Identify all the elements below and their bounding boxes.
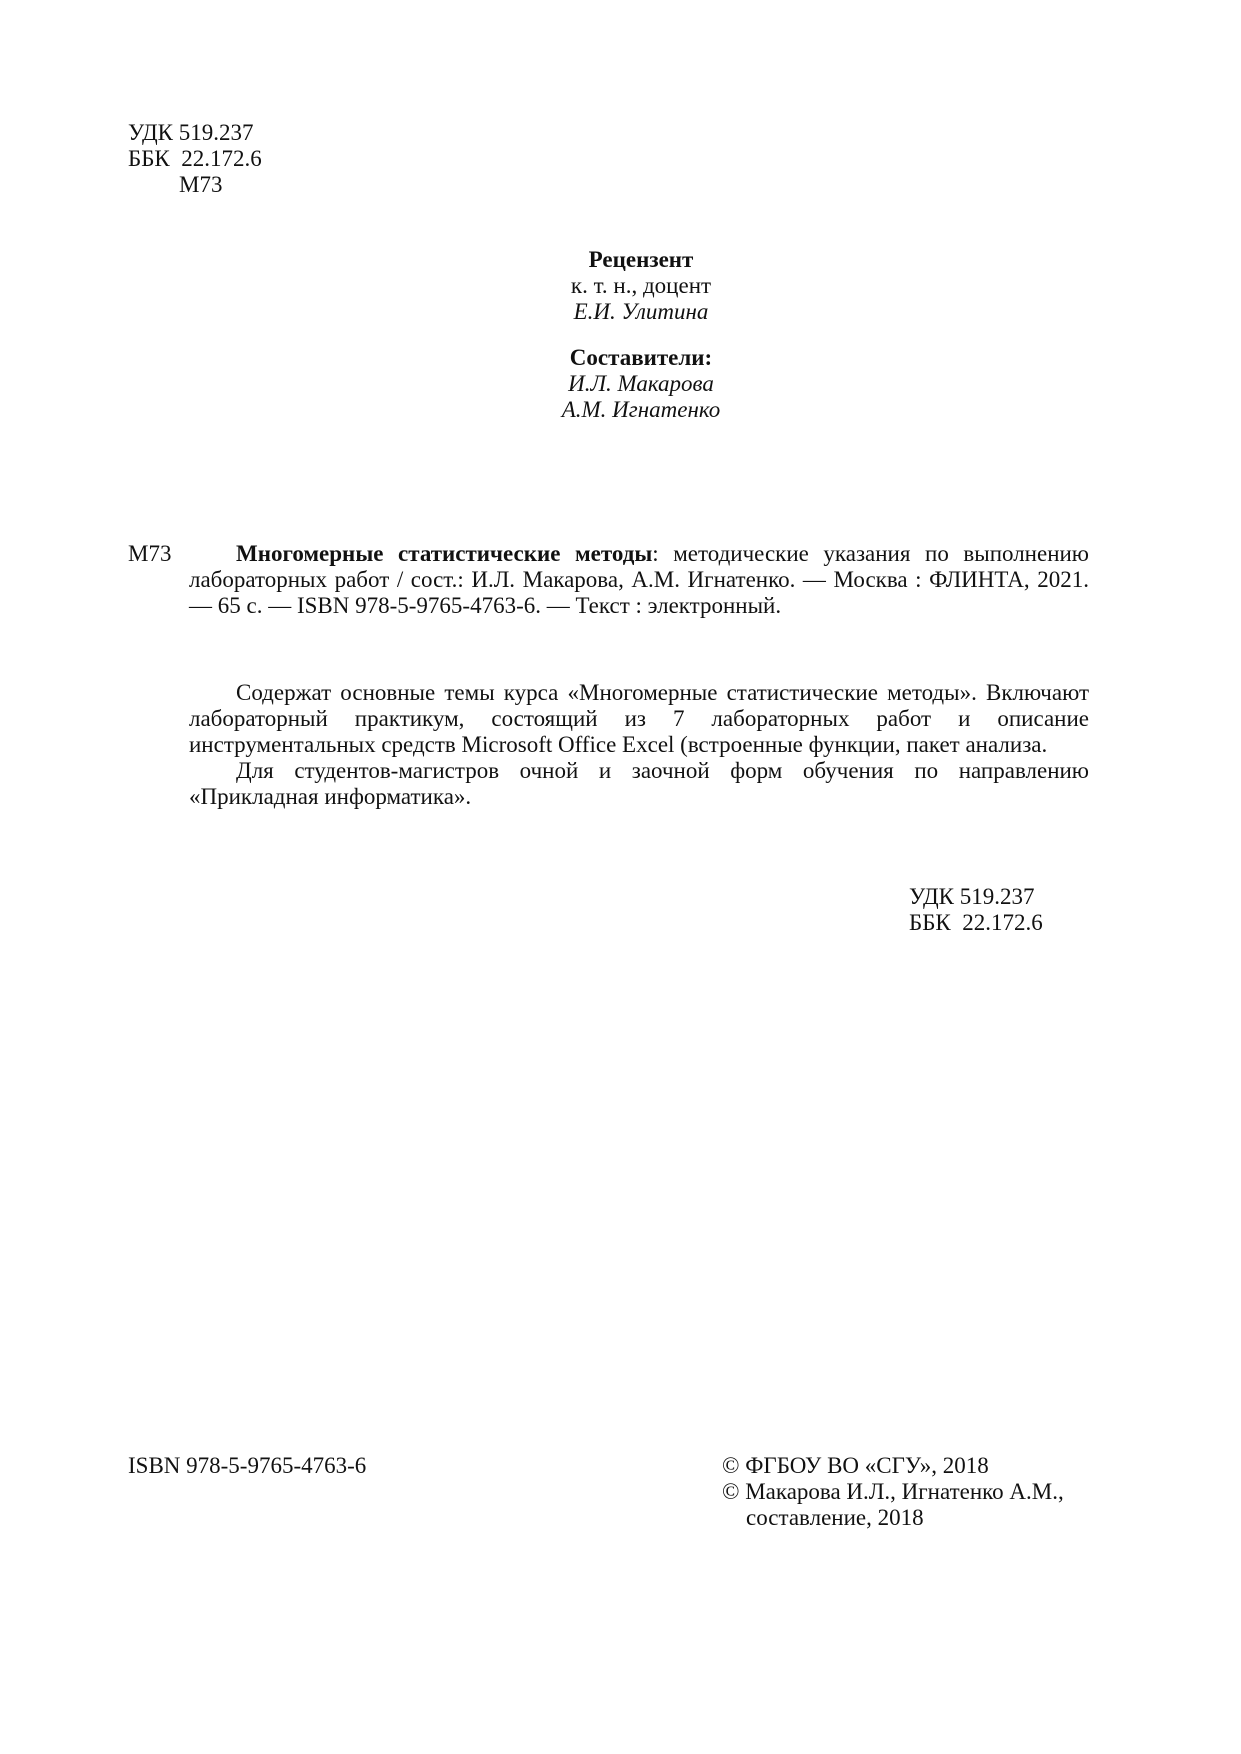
annotation-text [189,541,1089,619]
description-paragraph-1: Содержат основные темы курса «Многомерные статистические методы». Включают лабораторный практикум, состоящий из 7 лабораторных работ и описание инструментальных средств Microsoft Office Excel (встроенные функции, пакет анализа. [189,680,1089,757]
copyright-university: © ФГБОУ ВО «СГУ», 2018 [722,1453,989,1478]
udk-code-bottom: УДК 519.237 [909,884,1035,909]
author-mark-top: М73 [179,172,223,197]
reviewer-title: к. т. н., доцент [570,273,712,298]
bbk-code-bottom: ББК 22.172.6 [909,910,1043,935]
compiler-name-1: И.Л. Макарова [568,371,714,396]
reviewer-heading: Рецензент [588,247,694,272]
description-block [189,680,1089,810]
reviewer-name: Е.И. Улитина [573,299,709,324]
compiler-name-2: А.М. Игнатенко [561,397,721,422]
udk-code-top: УДК 519.237 [128,120,254,145]
compilers-block [420,345,862,423]
compilers-heading: Составители: [569,345,713,370]
bibliographic-record [128,541,1089,619]
bbk-code-top: ББК 22.172.6 [128,146,262,171]
description-paragraph-2: Для студентов-магистров очной и заочной форм обучения по направлению «Прикладная информатика». [189,758,1089,809]
annotation-title: Многомерные статистические методы [236,541,653,566]
annotation-details: : методические указания по выполнению лабораторных работ / сост.: И.Л. Макарова, А.М. Игнатенко. — Москва : ФЛИНТА, 2021. — 65 с. — ISBN 978-5-9765-4763-6. — Текст : электронный. [189,541,1089,618]
annotation-author-mark: М73 [128,541,172,566]
copyright-authors-cont: составление, 2018 [746,1505,924,1530]
copyright-authors: © Макарова И.Л., Игнатенко А.М., [722,1479,1064,1504]
isbn-number: ISBN 978-5-9765-4763-6 [128,1453,367,1478]
reviewer-block [420,247,862,325]
